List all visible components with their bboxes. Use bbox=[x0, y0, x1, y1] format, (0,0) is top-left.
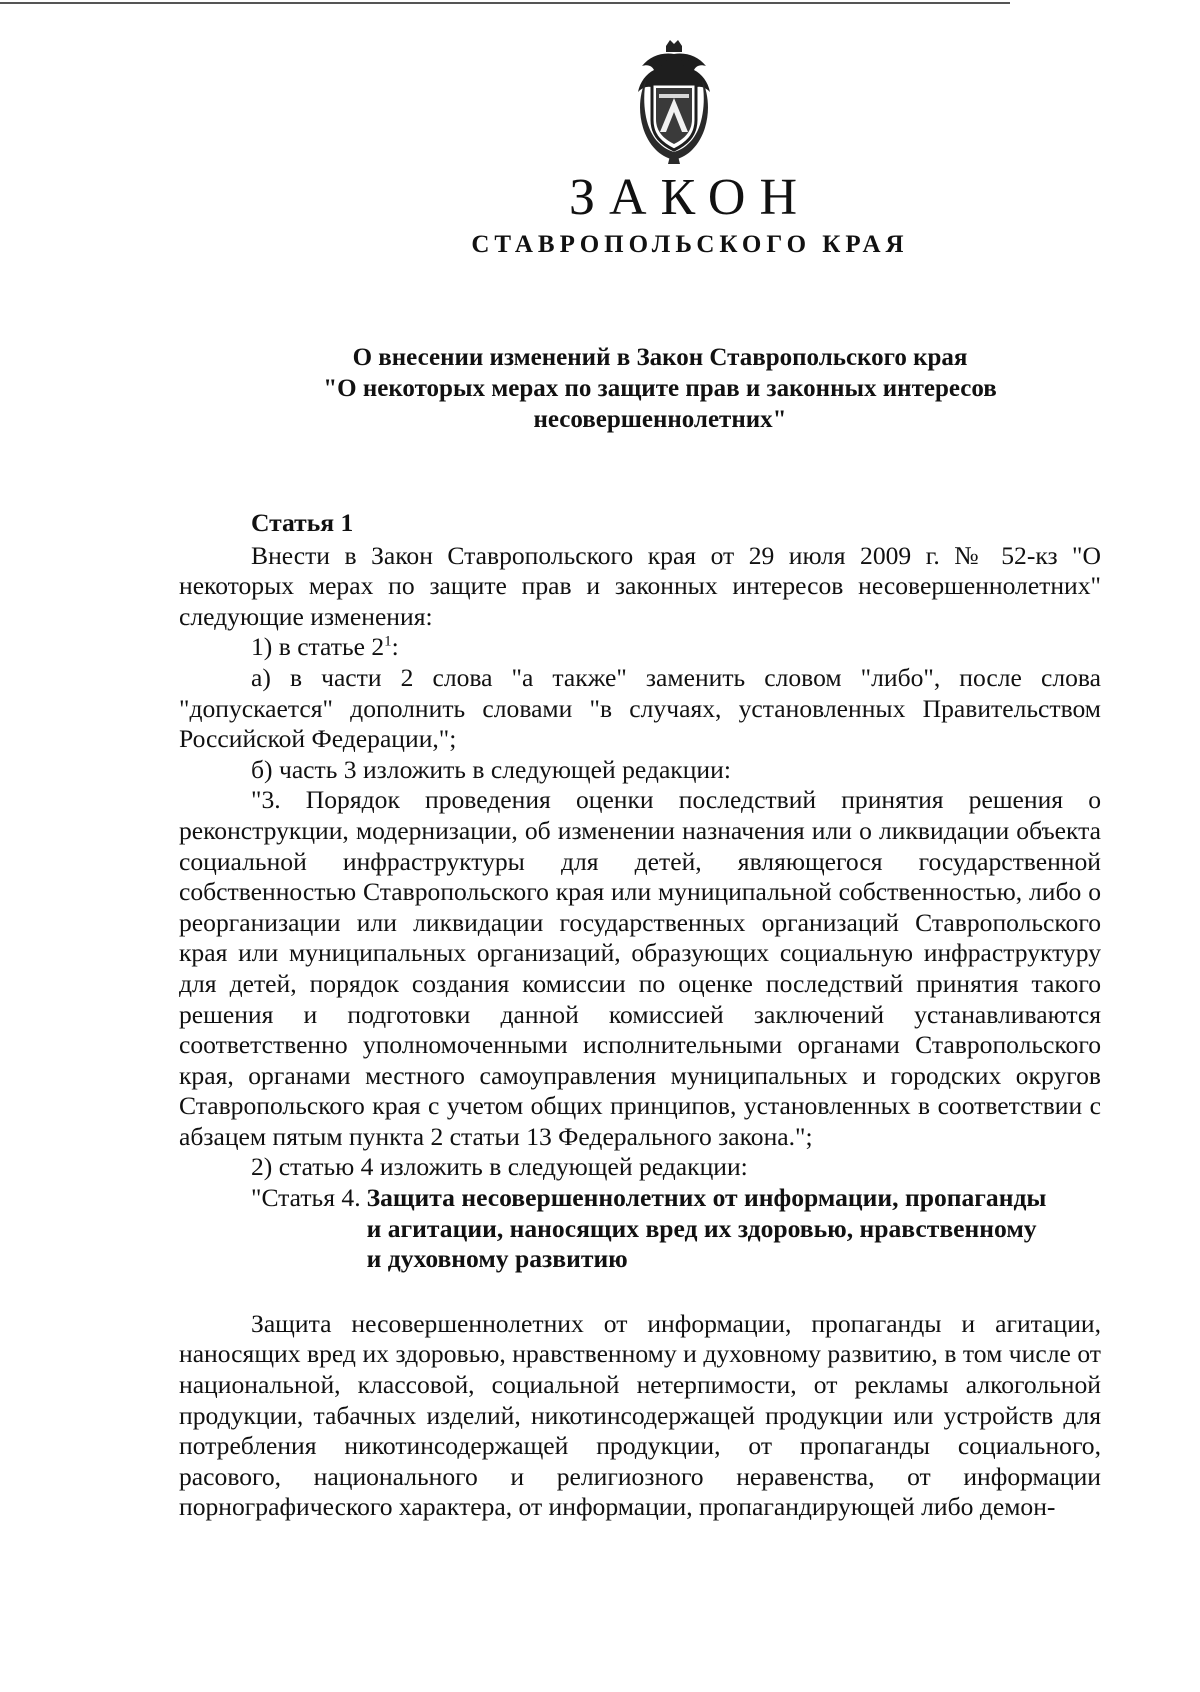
paragraph-gap bbox=[179, 1275, 1101, 1309]
document-body bbox=[179, 508, 1101, 1523]
amendment-item-1-colon: : bbox=[391, 632, 399, 662]
amendment-item-1b: б) часть 3 изложить в следующей редакции: bbox=[251, 754, 731, 784]
superscript-index: 1 bbox=[384, 633, 392, 650]
article-4-heading bbox=[179, 1183, 1101, 1275]
document-heading-line: О внесении изменений в Закон Ставропольского края bbox=[352, 344, 968, 371]
document-heading-line: несовершеннолетних" bbox=[533, 406, 787, 433]
coat-of-arms-emblem bbox=[632, 40, 716, 164]
article-4-label: "Статья 4. bbox=[251, 1183, 361, 1213]
quoted-part-3: "3. Порядок проведения оценки последствий принятия решения о реконструкции, модернизации, об изменении назначения или о ликвидации объекта социальной инфраструктуры для детей, являющегося государственной собственностью Ставропольского края или муниципальной собственностью, либо о реорганизации или ликвидации государственных организаций Ставропольского края или муниципальных организаций, образующих социальную инфраструктуру для детей, порядок создания комиссии по оценке последствий принятия такого решения и подготовки данной комиссией заключений устанавливаются соответственно уполномоченными исполнительными органами Ставропольского края, органами местного самоуправления муниципальных и городских округов Ставропольского края с учетом общих принципов, установленных в соответствии с абзацем пятым пункта 2 статьи 13 Федерального закона."; bbox=[179, 785, 1101, 1151]
amendment-item-1 bbox=[179, 632, 1101, 663]
amendment-item-1-text: 1) в статье 2 bbox=[251, 632, 385, 662]
article-4-text: Защита несовершеннолетних от информации, пропаганды и агитации, наносящих вред их здоровью, нравственному и духовному развитию, в том числе от национальной, классовой, социальной нетерпимости, от рекламы алкогольной продукции, табачных изделий, никотинсодержащей продукции или устройств для потребления никотинсодержащей продукции, от пропаганды социального, расового, национального и религиозного неравенства, от информации порнографического характера, от информации, пропагандирующей либо демон- bbox=[179, 1308, 1101, 1522]
document-heading bbox=[240, 342, 1080, 435]
amendment-item-2: 2) статью 4 изложить в следующей редакции: bbox=[251, 1152, 748, 1182]
law-title: ЗАКОН bbox=[568, 169, 812, 226]
article-4-name: Защита несовершеннолетних от информации, пропаганды и агитации, наносящих вред их здоровью, нравственному и духовному развитию bbox=[366, 1183, 1047, 1274]
article-1-title: Статья 1 bbox=[251, 508, 354, 537]
law-subtitle: СТАВРОПОЛЬСКОГО КРАЯ bbox=[471, 231, 909, 258]
amendment-item-1a: а) в части 2 слова "а также" заменить словом "либо", после слова "допускается" дополнить словами "в случаях, установленных Правительством Российской Федерации,"; bbox=[179, 662, 1101, 754]
document-heading-line: "О некоторых мерах по защите прав и законных интересов bbox=[323, 375, 997, 402]
scan-top-rule bbox=[0, 2, 1010, 4]
article-1-intro: Внести в Закон Ставропольского края от 29 июля 2009 г. № 52-кз "О некоторых мерах по защите прав и законных интересов несовершеннолетних" следующие изменения: bbox=[179, 540, 1101, 631]
